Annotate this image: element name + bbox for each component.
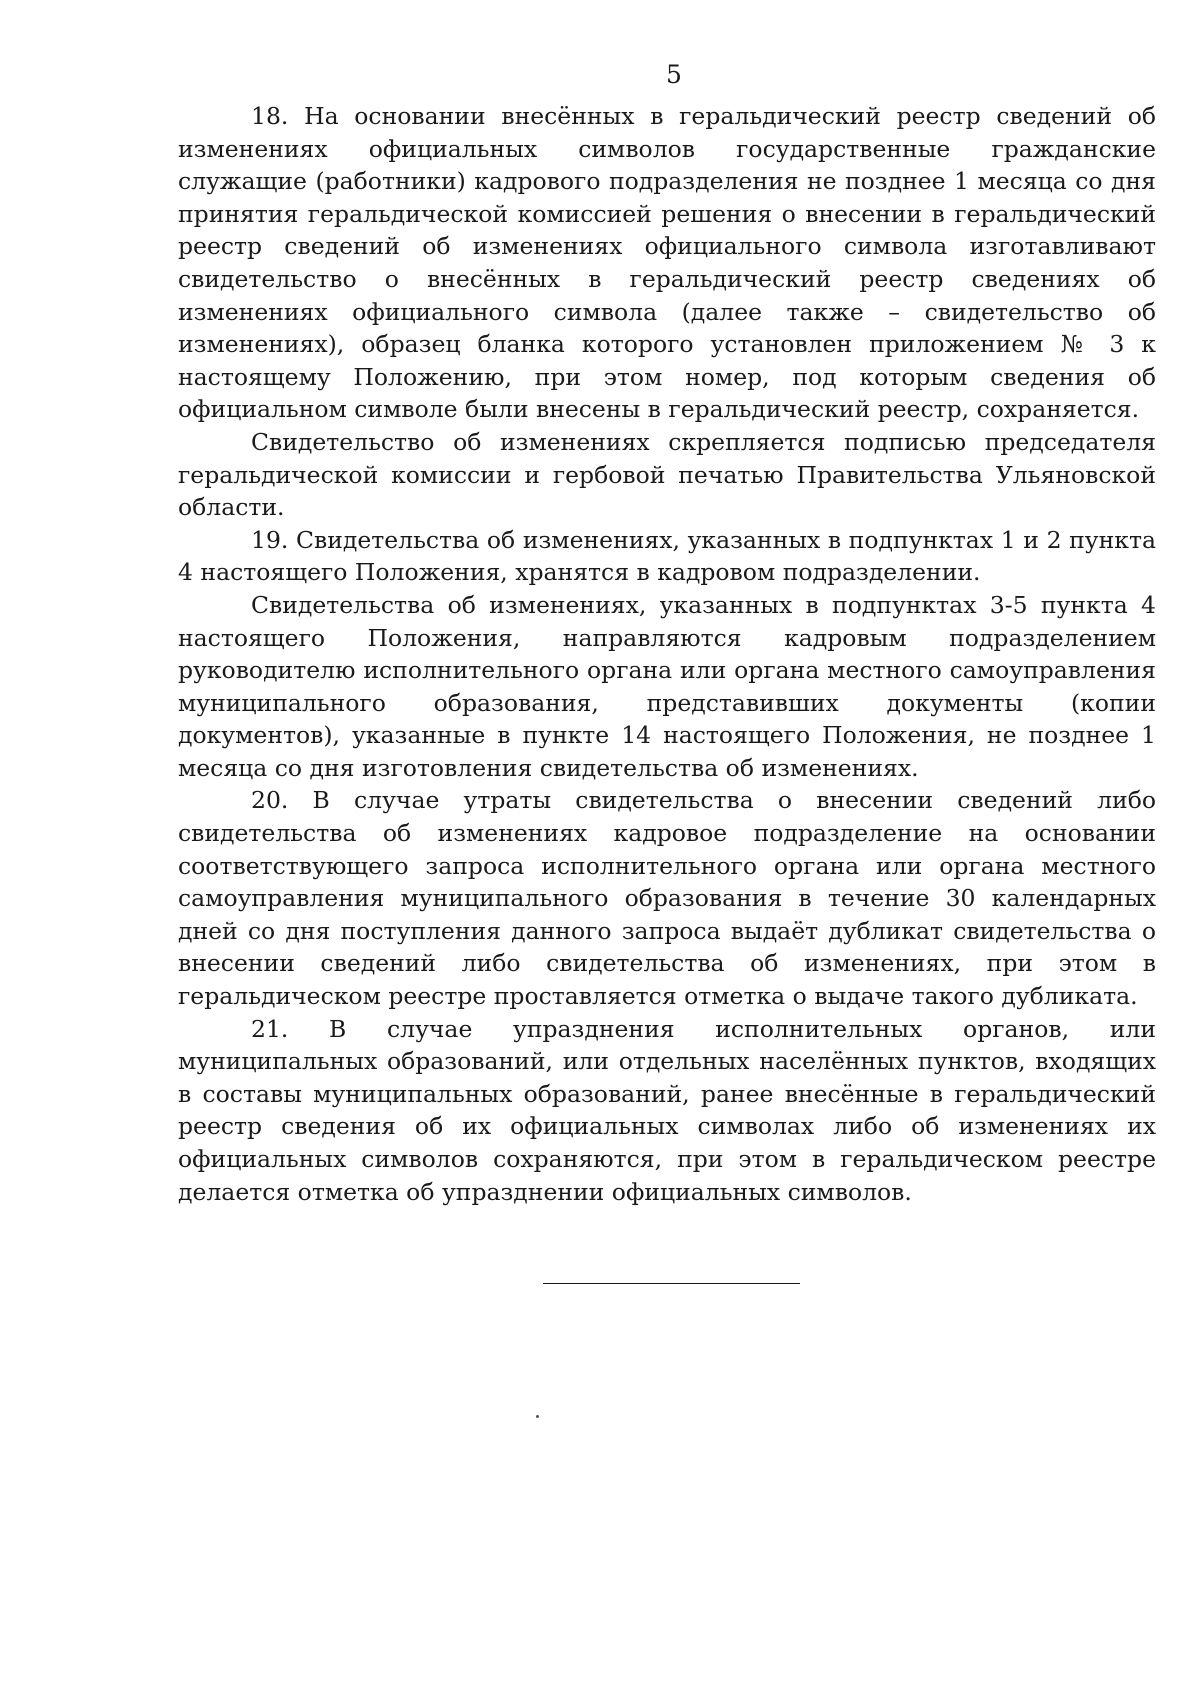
paragraph-19-sending: Свидетельства об изменениях, указанных в подпунктах 3-5 пункта 4 настоящего Положения, направляются кадровым подразделением руководителю исполнительного органа или органа местного самоуправления муниципального образования, представивших документы (копии документов), указанные в пункте 14 настоящего Положения, не позднее 1 месяца со дня изготовления свидетельства об изменениях. <box>178 590 1156 782</box>
scan-speck <box>536 1415 539 1418</box>
paragraph-18-seal: Свидетельство об изменениях скрепляется подписью председателя геральдической комиссии и гербовой печатью Правительства Ульяновской области. <box>178 427 1156 522</box>
paragraph-21: 21. В случае упразднения исполнительных органов, или муниципальных образований, или отдельных населённых пунктов, входящих в составы муниципальных образований, ранее внесённые в геральдический реестр сведения об их официальных символах либо об изменениях их официальных символов сохраняются, при этом в геральдическом реестре делается отметка об упразднении официальных символов. <box>178 1014 1156 1206</box>
document-body <box>178 100 1156 1208</box>
end-divider-line <box>543 1283 800 1284</box>
page-number: 5 <box>666 60 682 89</box>
paragraph-20: 20. В случае утраты свидетельства о внесении сведений либо свидетельства об изменениях кадровое подразделение на основании соответствующего запроса исполнительного органа или органа местного самоуправления муниципального образования в течение 30 календарных дней со дня поступления данного запроса выдаёт дубликат свидетельства о внесении сведений либо свидетельства об изменениях, при этом в геральдическом реестре проставляется отметка о выдаче такого дубликата. <box>178 786 1156 1011</box>
paragraph-18: 18. На основании внесённых в геральдический реестр сведений об изменениях официальных символов государственные гражданские служащие (работники) кадрового подразделения не позднее 1 месяца со дня принятия геральдической комиссией решения о внесении в геральдический реестр сведений об изменениях официального символа изготавливают свидетельство о внесённых в геральдический реестр сведениях об изменениях официального символа (далее также – свидетельство об изменениях), образец бланка которого установлен приложением № 3 к настоящему Положению, при этом номер, под которым сведения об официальном символе были внесены в геральдический реестр, сохраняется. <box>178 102 1156 424</box>
paragraph-19: 19. Свидетельства об изменениях, указанных в подпунктах 1 и 2 пункта 4 настоящего Положения, хранятся в кадровом подразделении. <box>178 525 1156 587</box>
